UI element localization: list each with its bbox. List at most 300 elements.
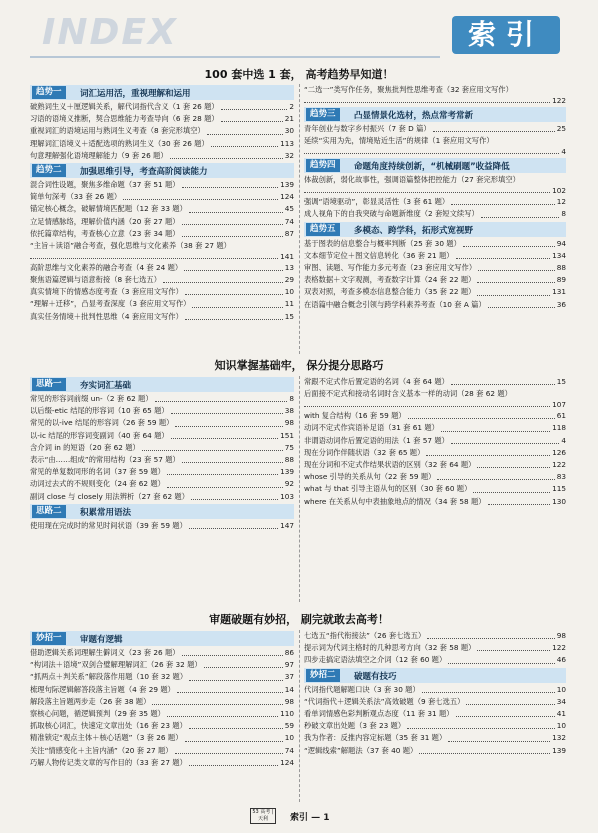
column-divider [299,376,300,602]
entry-page: 139 [552,745,566,755]
entry-page: 98 [284,696,294,706]
index-entry[interactable] [30,298,294,310]
page-header [0,0,598,62]
index-entry[interactable] [304,745,566,757]
entry-text: with 复合结构（16 套 59 题） [304,411,406,421]
index-entry[interactable] [304,208,566,220]
entry-text: 察核心问题，循逻辑预判（29 套 35 题） [30,708,165,718]
entry-text: 真实任务情境＋批判性思维（4 套应用文写作） [30,311,183,321]
leader-dots [304,146,559,154]
entry-text: “主旨＋读语”融合考查，强化思维与文化素养（38 套 27 题） [30,240,231,250]
entry-page: 45 [284,204,294,214]
entry-page: 110 [280,708,294,718]
entry-page: 4 [561,435,566,445]
leader-dots [167,708,278,717]
column-divider [299,630,300,802]
index-entry[interactable] [30,150,294,162]
entry-page: 83 [556,472,566,482]
leader-dots [477,642,550,651]
leader-dots [167,478,283,487]
index-entry[interactable] [30,671,294,683]
index-entry[interactable] [304,376,566,388]
entry-page: 134 [552,250,566,260]
leader-dots [437,471,554,480]
leader-dots [451,196,555,205]
entry-text: 表格数据＋文字观测，考查数字计算（24 套 22 题） [304,275,476,285]
leader-dots [171,430,278,439]
entry-text: 破熟词生义＋厘逻辑关系，解代词指代含义（1 套 26 题） [30,102,219,111]
entry-page: 2 [289,102,294,111]
section-header [304,158,566,173]
entry-text: 句意理解强化语境理解能力（9 套 26 题） [30,150,168,160]
entry-text: 常见的单复数同形的名词（37 套 59 题） [30,467,165,477]
column-divider [299,84,300,354]
index-entry[interactable] [30,454,294,466]
section-header [30,377,294,392]
entry-page: 10 [556,721,566,731]
entry-page: 21 [284,114,294,124]
index-entry[interactable] [304,123,566,135]
leader-dots [182,179,278,188]
entry-text: 四步走搞定语法填空之介词（12 套 60 题） [304,655,447,665]
entry-page: 124 [280,757,294,767]
section-tag: 趋势五 [306,223,340,236]
index-entry[interactable] [304,471,566,483]
section-header [304,222,566,237]
leader-dots [182,454,283,463]
entry-text: “理解＋迁移”，凸显考查深度（3 套应用文写作） [30,299,191,309]
leader-dots [477,286,550,295]
leader-dots [477,459,550,468]
entry-text: 常跟不定式作后置定语的名词（4 套 64 题） [304,377,449,386]
index-entry[interactable] [30,708,294,720]
leader-dots [422,684,555,693]
entry-page: 113 [280,138,294,148]
index-entry[interactable] [304,708,566,720]
leader-dots [466,696,554,705]
index-entry[interactable] [30,491,294,503]
entry-text: 高阶思维与文化素养的融合考查（4 套 24 题） [30,262,183,272]
leader-dots [451,376,555,385]
entry-text: 梳理句际逻辑解答段落主旨题（4 套 29 题） [30,684,175,694]
entry-page: 41 [556,708,566,718]
entry-page: 8 [561,209,566,219]
entry-page: 92 [284,479,294,489]
leader-dots [177,684,283,693]
index-entry[interactable] [304,684,566,696]
page-number: 索引 — 1 [290,813,330,823]
entry-text: 成人视角下的自我突破与命题新维度（2 套短文续写） [304,209,479,219]
leader-dots [221,113,283,122]
leader-dots [175,745,283,754]
leader-dots [185,311,283,320]
index-entry[interactable] [30,466,294,478]
entry-text: 以-ic 结尾的形容词变副词（40 套 64 题） [30,430,169,440]
entry-page: 130 [552,496,566,506]
index-entry[interactable] [30,113,294,125]
index-entry[interactable] [304,642,566,654]
entry-page: 87 [284,228,294,238]
entry-text: 在语篇中融合概念引领与跨学科素养考查（10 套 A 篇） [304,299,486,309]
entry-page: 88 [556,262,566,272]
index-entry[interactable] [304,174,566,196]
entry-page: 141 [280,251,294,261]
entry-text: 强调“语境驱动”，彰显灵活性（3 套 61 题） [304,197,450,207]
index-entry[interactable] [30,442,294,454]
section-trends-right [304,84,566,311]
leader-dots [304,185,550,193]
leader-dots [478,262,555,271]
index-entry[interactable] [30,125,294,137]
entry-page: 151 [280,430,294,440]
entry-text: 重视词汇的语境运用与熟词生义考查（8 套完形填空） [30,126,205,136]
index-entry[interactable] [30,647,294,659]
leader-dots [123,191,278,200]
leader-dots [473,483,550,492]
entry-text: 青年创业与数字乡村振兴（7 套 D 篇） [304,124,431,133]
leader-dots [184,262,282,271]
entry-text: 聚焦语篇逻辑与语意衔接（8 套七选五） [30,275,162,285]
index-entry[interactable] [304,447,566,459]
entry-page: 46 [556,655,566,665]
entry-page: 8 [289,394,294,403]
entry-text: 解段落主旨题两步走（26 套 38 题） [30,696,151,706]
leader-dots [456,708,555,717]
entry-page: 118 [552,423,566,433]
entry-text: 理解词汇语境义＋适配选项的熟词生义（30 套 26 题） [30,138,209,148]
index-entry[interactable] [30,274,294,286]
index-entry[interactable] [30,696,294,708]
entry-page: 10 [556,684,566,694]
leader-dots [30,251,278,259]
leader-dots [182,647,283,656]
index-entry[interactable] [30,203,294,215]
section-tag: 妙招二 [306,669,340,682]
section-title: 夯实词汇基础 [80,381,132,391]
section-tag: 趋势四 [306,159,340,172]
section-title: 破题有技巧 [354,671,397,682]
index-entry[interactable] [304,696,566,708]
index-entry[interactable] [304,196,566,208]
leader-dots [207,125,283,134]
leader-dots [171,405,283,414]
index-entry[interactable] [30,179,294,191]
index-entry[interactable] [30,720,294,732]
band-title-1: 100 套中选 1 套， 高考趋势早知道！ [204,68,394,81]
index-cn-badge: 索引 [452,16,560,54]
leader-dots [189,757,278,766]
entry-page: 12 [556,197,566,207]
entry-page: 74 [284,745,294,755]
entry-text: 含介词 in 的短语（20 套 62 题） [30,442,140,452]
section-title: 词汇运用活，重视理解和运用 [80,89,191,99]
index-entry[interactable] [30,430,294,442]
entry-text: 提示词为代词主格时的几种思考方向（32 套 58 题） [304,643,476,653]
index-heading: INDEX [42,12,178,53]
section-tag: 思路二 [32,505,66,518]
section-header [30,504,294,519]
header-divider [30,56,440,58]
index-entry[interactable] [30,262,294,274]
leader-dots [189,203,283,212]
entry-page: 30 [284,126,294,136]
entry-text: where 在关系从句中表抽象地点的情况（34 套 58 题） [304,496,486,506]
entry-page: 36 [556,299,566,309]
entry-text: 立足情感脉络，理解价值内涵（20 套 27 题） [30,216,180,226]
entry-page: 86 [284,648,294,657]
entry-text: 双表对照，考查多模态信息整合能力（35 套 22 题） [304,287,476,297]
entry-text: 以后缀-etic 结尾的形容词（10 套 65 题） [30,406,169,416]
index-entry[interactable] [30,520,294,532]
index-entry[interactable] [30,228,294,240]
section-title: 加强思维引导，考查高阶阅读能力 [80,166,208,177]
entry-page: 94 [556,238,566,248]
entry-page: 29 [284,275,294,285]
section-title: 多模态、跨学科，拓形式宽视野 [354,225,474,236]
leader-dots [185,286,283,295]
leader-dots [419,745,550,754]
entry-page: 75 [284,442,294,452]
index-entry[interactable] [30,745,294,757]
leader-dots [456,250,550,259]
leader-dots [477,274,554,283]
entry-text: 依托篇章结构，考查核心立意（23 套 34 题） [30,228,180,238]
index-entry[interactable] [30,757,294,769]
leader-dots [191,491,278,500]
index-entry[interactable] [304,84,566,106]
index-entry[interactable] [30,405,294,417]
entry-text: 混合词性设题，聚焦多维命题（37 套 51 题） [30,179,180,189]
entry-page: 115 [552,484,566,494]
entry-text: 延续“实用为先，情境贴近生活”的规律（1 套应用文写作） [304,136,494,146]
index-entry[interactable] [30,286,294,298]
entry-page: 34 [556,696,566,706]
leader-dots [304,95,550,103]
entry-text: 锚定核心概念，破解情境匹配题（12 套 33 题） [30,204,187,214]
index-entry[interactable] [304,654,566,666]
entry-page: 122 [552,643,566,653]
entry-text: 基于图表的信息整合与概率判断（25 套 30 题） [304,238,461,248]
entry-text: 副词 close 与 closely 用法辨析（27 套 62 题） [30,491,190,501]
leader-dots [451,435,559,444]
section-tag: 趋势三 [306,108,340,121]
index-entry[interactable] [304,720,566,732]
entry-page: 59 [284,721,294,731]
index-entry[interactable] [304,286,566,298]
section-title: 凸显情景化选材，热点常考常新 [354,111,474,121]
entry-text: 非谓语动词作后置定语的用法（1 套 57 题） [304,435,449,445]
entry-page: 131 [552,287,566,297]
index-entry[interactable] [30,684,294,696]
index-entry[interactable] [30,138,294,150]
index-entry[interactable] [304,630,566,642]
leader-dots [155,393,288,402]
leader-dots [426,447,550,456]
entry-text: what 与 that 引导主语从句的区别（30 套 60 题） [304,484,472,494]
leader-dots [204,659,283,668]
index-entry[interactable] [30,393,294,405]
leader-dots [481,208,560,217]
section-tag: 趋势二 [32,164,66,177]
section-header [304,668,566,683]
entry-page: 11 [284,299,294,309]
index-entry[interactable] [304,238,566,250]
entry-page: 122 [552,459,566,469]
entry-page: 32 [284,150,294,160]
index-entry[interactable] [304,262,566,274]
entry-page: 122 [552,96,566,105]
entry-page: 124 [280,192,294,202]
leader-dots [211,138,278,147]
entry-text: 体裁创新，弱化故事性，强调语篇整体把控能力（27 套完形填空） [304,175,520,185]
leader-dots [182,216,283,225]
leader-dots [488,299,555,308]
leader-dots [448,732,550,741]
entry-page: 10 [284,287,294,297]
section-tips-right [304,630,566,757]
entry-page: 38 [284,406,294,416]
entry-text: 代词指代题解题口诀（3 套 30 题） [304,684,420,694]
leader-dots [433,123,555,132]
entry-page: 13 [284,262,294,272]
entry-page: 139 [280,179,294,189]
section-tag: 趋势一 [32,86,66,99]
entry-page: 132 [552,733,566,743]
leader-dots [189,520,278,529]
entry-page: 97 [284,660,294,670]
leader-dots [463,238,555,247]
index-entry[interactable] [30,191,294,203]
leader-dots [407,720,555,729]
index-entry[interactable] [30,659,294,671]
leader-dots [448,654,554,663]
entry-text: 借助逻辑关系词理解生僻词义（23 套 26 题） [30,648,180,657]
index-entry[interactable] [30,417,294,429]
entry-text: 看单词情感色彩判断观点态度（11 套 31 题） [304,708,454,718]
entry-page: 103 [280,491,294,501]
entry-text: “抓两点＋判关系”解段落作用题（10 套 32 题） [30,672,188,682]
entry-page: 89 [556,275,566,285]
entry-text: 动词过去式的不规则变化（24 套 62 题） [30,479,165,489]
section-trends-left [30,84,294,323]
section-header [30,163,294,178]
entry-page: 74 [284,216,294,226]
leader-dots [189,671,283,680]
entry-text: 七选五“指代衔接法”（26 套七选五） [304,631,426,640]
entry-page: 147 [280,520,294,530]
entry-text: “构词法＋语境”双剑合璧解理解词汇（26 套 32 题） [30,660,202,670]
leader-dots [488,496,550,505]
index-entry[interactable] [304,410,566,422]
index-entry[interactable] [304,435,566,447]
index-entry[interactable] [304,250,566,262]
index-entry[interactable] [304,496,566,508]
leader-dots [152,696,282,705]
entry-text: “二选一”类写作任务，聚焦批判性思维考查（32 套应用文写作） [304,85,513,94]
entry-text: 抓取核心词汇，快速定文章出处（16 套 23 题） [30,721,187,731]
index-entry[interactable] [30,216,294,228]
entry-page: 37 [284,672,294,682]
entry-page: 126 [552,447,566,457]
leader-dots [441,422,550,431]
section-tips-left [30,630,294,769]
entry-page: 10 [284,733,294,743]
entry-page: 139 [280,467,294,477]
section-header [304,107,566,122]
index-entry[interactable] [30,240,294,262]
index-entry[interactable] [304,483,566,495]
index-entry[interactable] [30,311,294,323]
leader-dots [142,442,283,451]
entry-page: 88 [284,454,294,464]
section-header [30,631,294,646]
section-title: 积累常用语法 [80,507,132,518]
section-tag: 思路一 [32,378,66,391]
entry-page: 14 [284,684,294,694]
index-entry[interactable] [304,388,566,410]
entry-text: 常见的形容词前缀 un-（2 套 62 题） [30,394,153,403]
leader-dots [304,399,550,407]
index-entry[interactable] [304,135,566,157]
leader-dots [189,720,283,729]
entry-text: 现在分词和不定式作结果状语的区别（32 套 64 题） [304,459,476,469]
leader-dots [163,274,283,283]
index-entry[interactable] [304,274,566,286]
entry-text: 我为作者：反推内容定标题（35 套 31 题） [304,733,447,743]
entry-page: 102 [552,186,566,196]
entry-text: 真实情境下的情感态度考查（3 套应用文写作） [30,287,183,297]
leader-dots [167,466,278,475]
index-entry[interactable] [30,732,294,744]
leader-dots [192,298,282,307]
entry-text: 精准锁定“观点主体＋核心话题”（3 套 26 题） [30,733,183,743]
entry-text: 审图、读题、写作能力多元考查（23 套应用文写作） [304,262,477,272]
entry-text: 后面接不定式和接动名词时含义基本一样的动词（28 套 62 题） [304,389,512,399]
entry-text: 使用现在完成时的常见时间状语（39 套 59 题） [30,520,187,530]
leader-dots [185,732,283,741]
entry-text: 关注“情感变化＋主旨内涵”（20 套 27 题） [30,745,173,755]
entry-text: 习语的语境义推断，契合思维能力考查导向（6 套 28 题） [30,114,219,124]
entry-page: 107 [552,400,566,410]
section-knowledge-left [30,376,294,532]
index-entry[interactable] [304,422,566,434]
band-title-2: 知识掌握基础牢， 保分提分思路巧 [214,359,384,372]
entry-page: 61 [556,411,566,421]
index-entry[interactable] [304,299,566,311]
entry-text: “代词指代＋逻辑关系法”高效破题（9 套七选五） [304,696,465,706]
publisher-logo: 53 高考 | 天利 [250,808,276,824]
entry-text: 动词不定式作宾语补足语（31 套 61 题） [304,423,439,433]
entry-text: 秒破文章出处题（3 套 23 题） [304,721,406,731]
entry-text: 巧解人物传记类文章的写作目的（33 套 27 题） [30,757,187,767]
section-tag: 妙招一 [32,632,66,645]
entry-page: 15 [284,311,294,321]
index-entry[interactable] [304,459,566,471]
entry-page: 98 [556,631,566,640]
index-entry[interactable] [30,101,294,113]
index-entry[interactable] [304,732,566,744]
section-knowledge-right [304,376,566,508]
leader-dots [182,228,283,237]
entry-text: 常见的以-ive 结尾的形容词（26 套 59 题） [30,418,174,428]
leader-dots [408,410,555,419]
leader-dots [221,101,288,110]
entry-page: 15 [556,377,566,386]
leader-dots [170,150,283,159]
entry-page: 4 [561,147,566,157]
band-title-3: 审题破题有妙招， 刷完就敢去高考！ [209,613,389,626]
index-entry[interactable] [30,478,294,490]
